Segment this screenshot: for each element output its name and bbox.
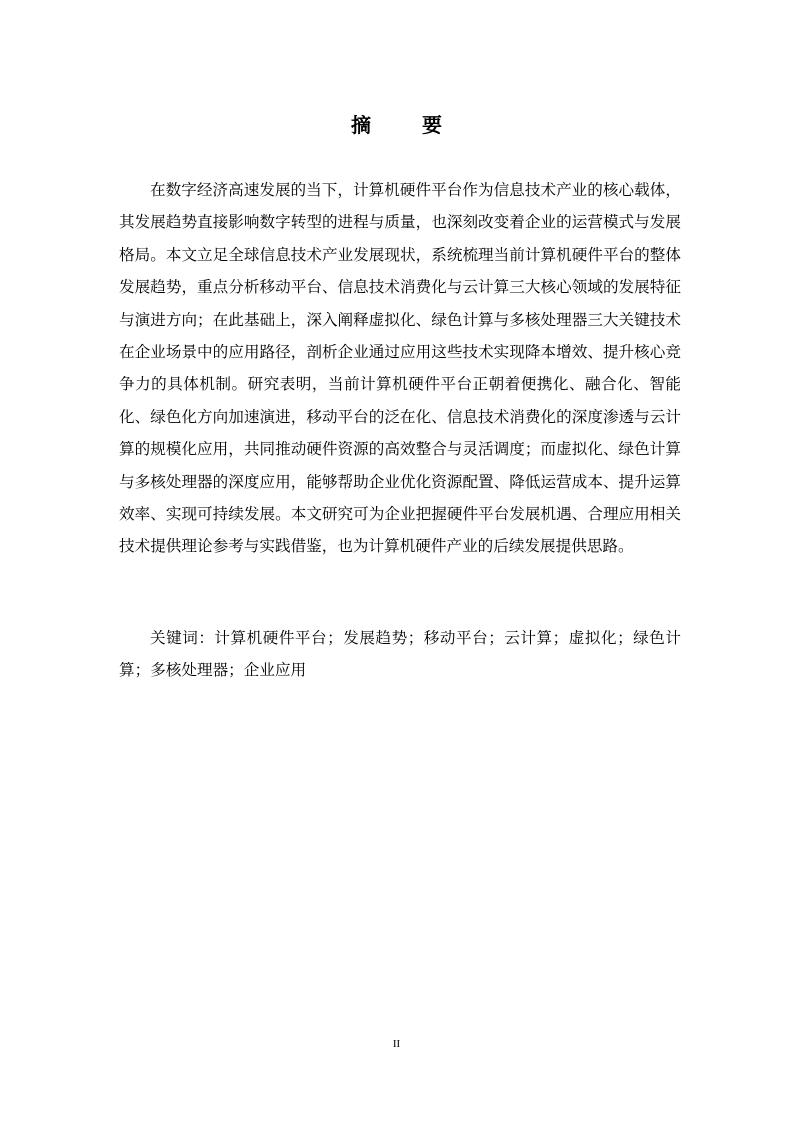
page-title: 摘 要 xyxy=(351,113,464,137)
page-number: II xyxy=(392,1038,401,1050)
abstract-paragraph: 在数字经济高速发展的当下，计算机硬件平台作为信息技术产业的核心载体，其发展趋势直接影响数字转型的进程与质量，也深刻改变着企业的运营模式与发展格局。本文立足全球信息技术产业发展现状，系统梳理当前计算机硬件平台的整体发展趋势，重点分析移动平台、信息技术消费化与云计算三大核心领域的发展特征与演进方向；在此基础上，深入阐释虚拟化、绿色计算与多核处理器三大关键技术在企业场景中的应用路径，剖析企业通过应用这些技术实现降本增效、提升核心竞争力的具体机制。研究表明，当前计算机硬件平台正朝着便携化、融合化、智能化、绿色化方向加速演进，移动平台的泛在化、信息技术消费化的深度渗透与云计算的规模化应用，共同推动硬件资源的高效整合与灵活调度；而虚拟化、绿色计算与多核处理器的深度应用，能够帮助企业优化资源配置、降低运营成本、提升运算效率、实现可持续发展。本文研究可为企业把握硬件平台发展机遇、合理应用相关技术提供理论参考与实践借鉴，也为计算机硬件产业的后续发展提供思路。 xyxy=(119,181,681,556)
keywords-paragraph: 关键词：计算机硬件平台；发展趋势；移动平台；云计算；虚拟化；绿色计算；多核处理器；企业应用 xyxy=(119,629,681,680)
